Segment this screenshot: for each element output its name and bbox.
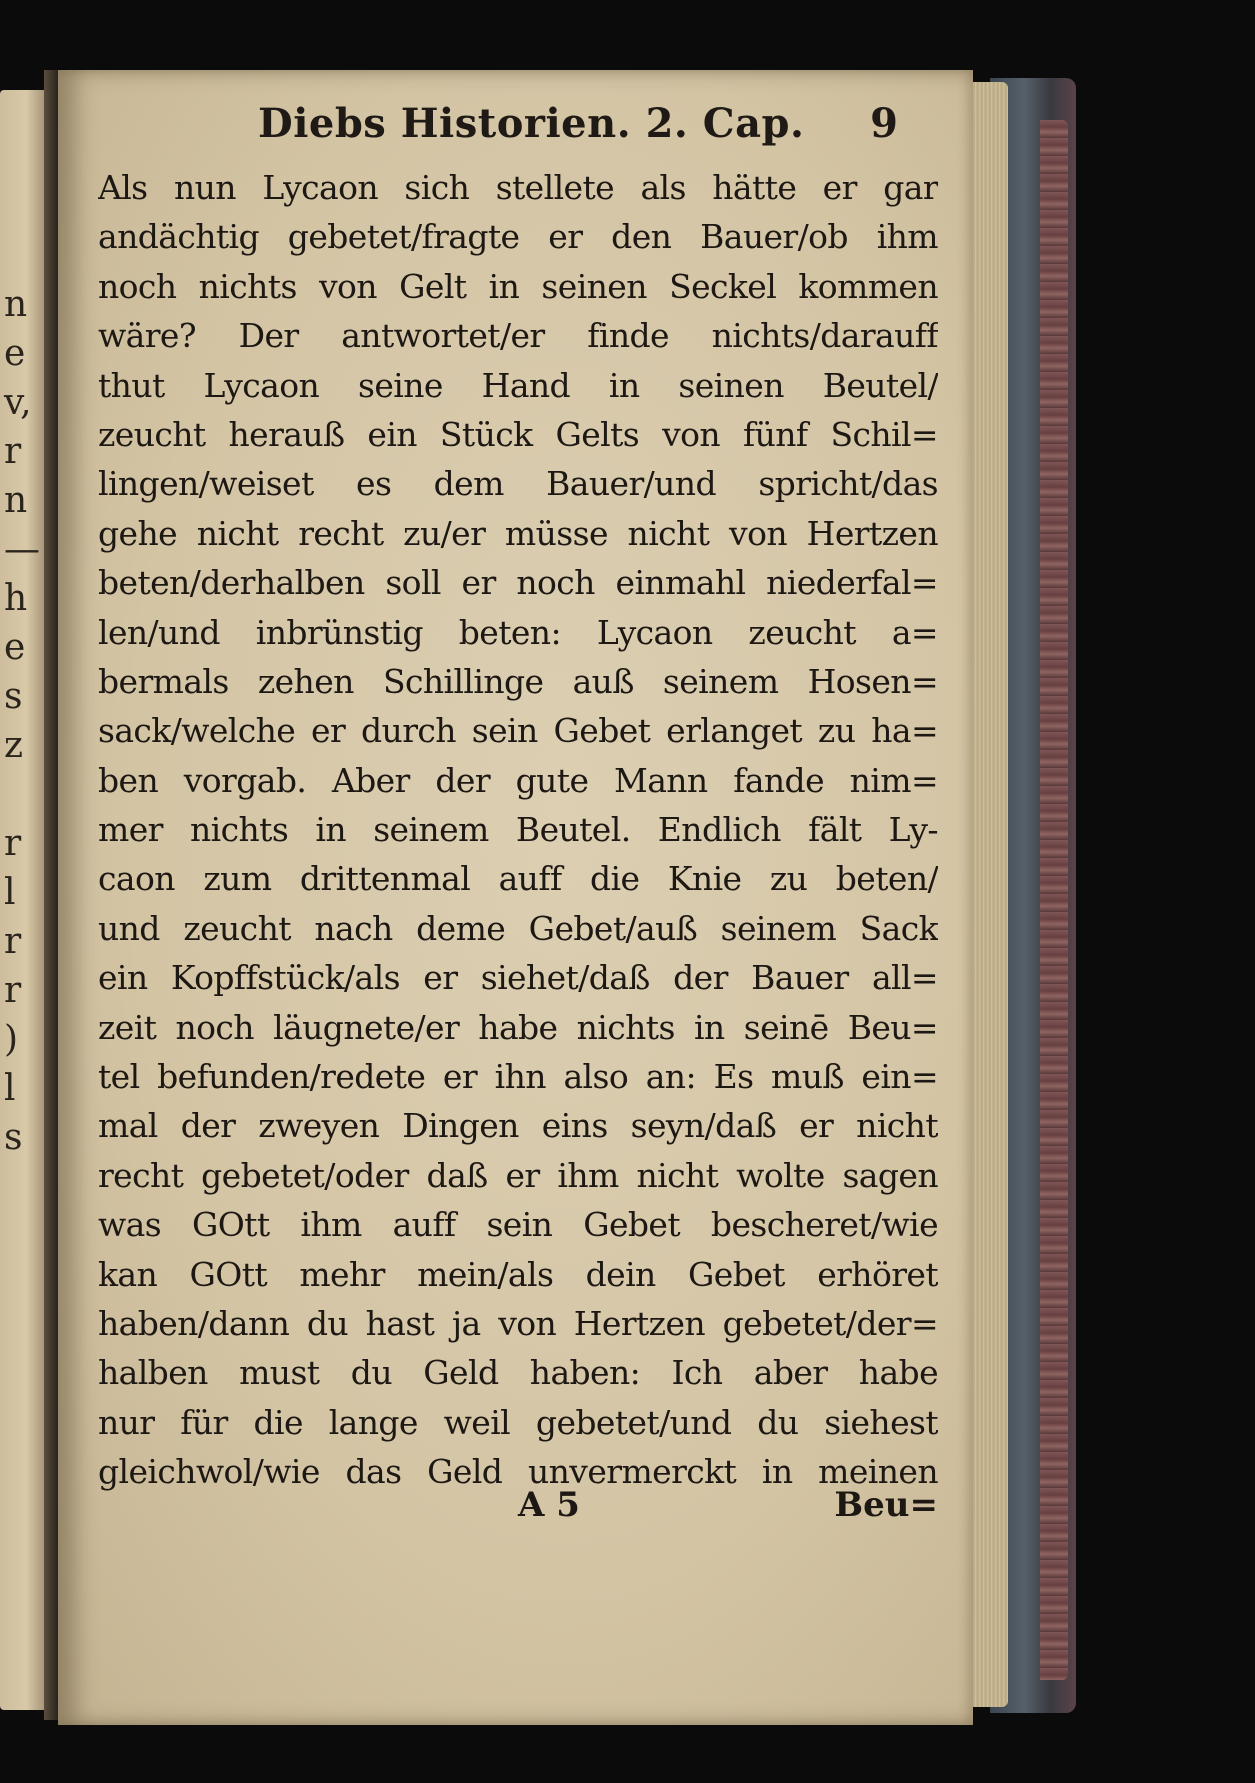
text-line: lingen/weiset es dem Bauer/und spricht/das xyxy=(98,464,938,504)
fragment: z xyxy=(4,725,23,766)
text-line: halben must du Geld haben: Ich aber habe xyxy=(98,1353,938,1393)
text-line: beten/derhalben soll er noch einmahl niederfal= xyxy=(98,563,938,603)
running-title: Diebs Historien. 2. Cap. xyxy=(258,100,805,147)
text-line: len/und inbrünstig beten: Lycaon zeucht a= xyxy=(98,612,938,652)
text-line: tel befunden/redete er ihn also an: Es muß ein= xyxy=(98,1057,938,1097)
text-line: kan GOtt mehr mein/als dein Gebet erhöret xyxy=(98,1254,938,1294)
book-gutter xyxy=(44,70,58,1720)
cover-marbled-edge xyxy=(1040,120,1068,1680)
fragment: r xyxy=(4,431,22,472)
text-line: mer nichts in seinem Beutel. Endlich fält Ly- xyxy=(98,810,938,850)
fragment: n xyxy=(4,480,28,521)
text-line: andächtig gebetet/fragte er den Bauer/ob ihm xyxy=(98,217,938,257)
text-line: was GOtt ihm auff sein Gebet bescheret/wie xyxy=(98,1205,938,1245)
text-line: sack/welche er durch sein Gebet erlanget zu ha= xyxy=(98,711,938,751)
fragment: e xyxy=(4,333,26,374)
page-stack-edge xyxy=(968,82,1008,1707)
previous-page-edge xyxy=(0,90,44,1710)
text-line: ein Kopffstück/als er siehet/daß der Bauer all= xyxy=(98,958,938,998)
book-page xyxy=(58,70,973,1725)
text-line: gehe nicht recht zu/er müsse nicht von Hertzen xyxy=(98,513,938,553)
text-line: gleichwol/wie das Geld unvermerckt in meinen xyxy=(98,1452,938,1492)
text-line: mal der zweyen Dingen eins seyn/daß er nicht xyxy=(98,1106,938,1146)
text-line: zeucht herauß ein Stück Gelts von fünf Schil= xyxy=(98,414,938,454)
page-number: 9 xyxy=(870,100,898,147)
fragment: s xyxy=(4,1117,23,1158)
fragment: s xyxy=(4,676,23,717)
text-line: recht gebetet/oder daß er ihm nicht wolte sagen xyxy=(98,1155,938,1195)
text-line: caon zum drittenmal auff die Knie zu beten/ xyxy=(98,859,938,899)
fragment: r xyxy=(4,823,22,864)
fragment: r xyxy=(4,921,22,962)
signature-mark: A 5 xyxy=(518,1485,580,1525)
text-line: thut Lycaon seine Hand in seinen Beutel/ xyxy=(98,365,938,405)
text-line: wäre? Der antwortet/er finde nichts/darauff xyxy=(98,316,938,356)
fragment: l xyxy=(4,872,16,913)
previous-page-text-fragments xyxy=(4,280,40,1162)
page-footer xyxy=(98,1485,938,1535)
fragment xyxy=(4,770,40,819)
body-text xyxy=(98,163,938,1497)
text-line: und zeucht nach deme Gebet/auß seinem Sack xyxy=(98,908,938,948)
catchword: Beu= xyxy=(834,1485,938,1525)
fragment: r xyxy=(4,970,22,1011)
text-line: noch nichts von Gelt in seinen Seckel kommen xyxy=(98,266,938,306)
text-line: bermals zehen Schillinge auß seinem Hosen= xyxy=(98,661,938,701)
fragment: v, xyxy=(4,382,32,423)
fragment: ) xyxy=(4,1019,19,1060)
fragment: l xyxy=(4,1068,16,1109)
fragment: n xyxy=(4,284,28,325)
page-header xyxy=(258,100,898,156)
fragment: e xyxy=(4,627,26,668)
fragment: h xyxy=(4,578,28,619)
text-line: Als nun Lycaon sich stellete als hätte er gar xyxy=(98,168,938,207)
fragment: — xyxy=(4,529,40,570)
text-line: haben/dann du hast ja von Hertzen gebetet/der= xyxy=(98,1303,938,1343)
text-line: zeit noch läugnete/er habe nichts in seinē Beu= xyxy=(98,1007,938,1047)
text-line: ben vorgab. Aber der gute Mann fande nim= xyxy=(98,760,938,800)
text-line: nur für die lange weil gebetet/und du siehest xyxy=(98,1402,938,1442)
